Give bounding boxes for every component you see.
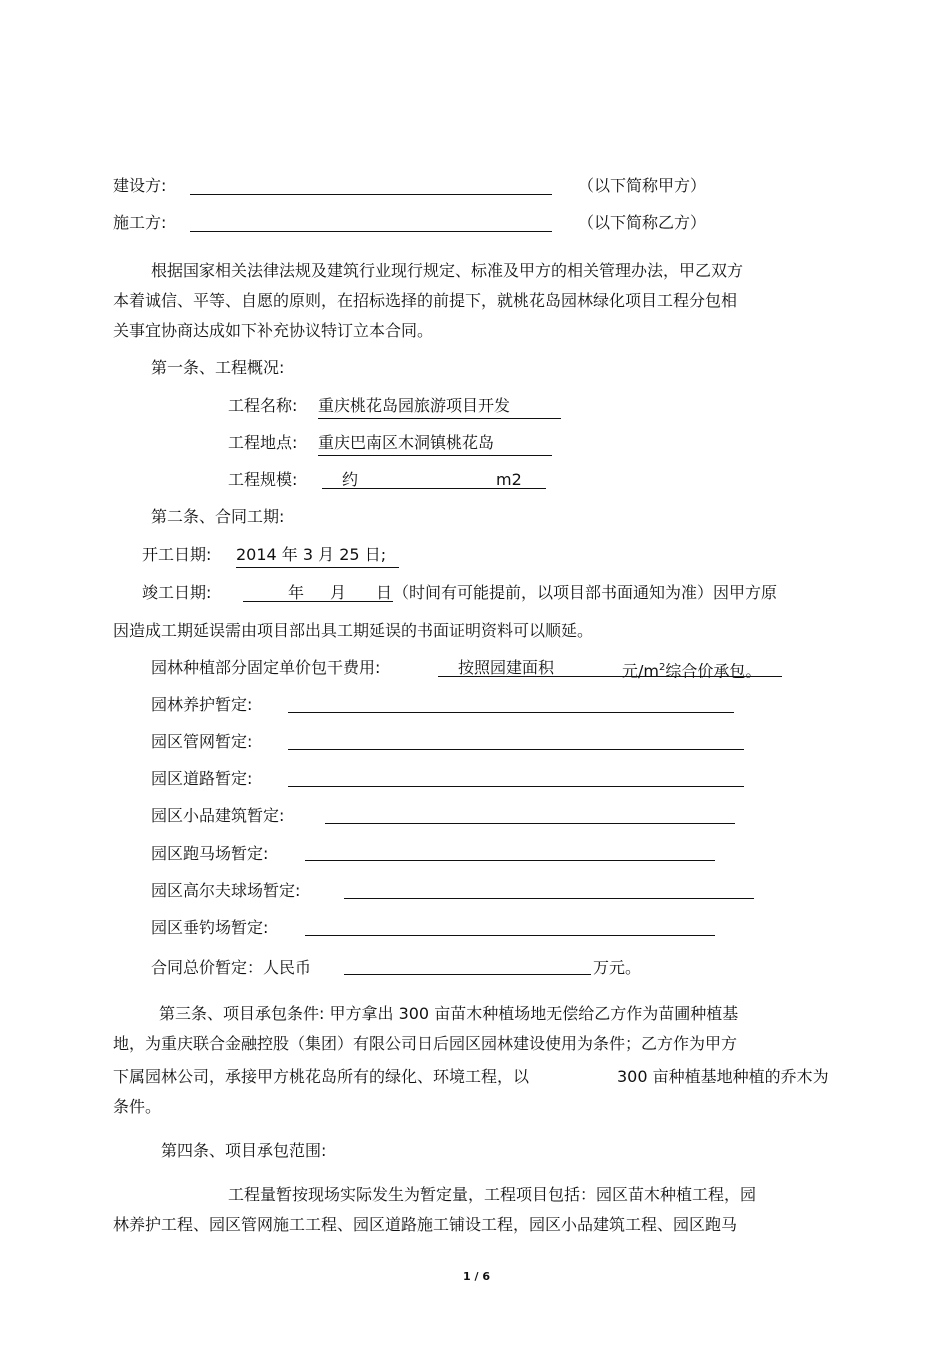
start-date-label: 开工日期: bbox=[142, 545, 212, 564]
fee-item-fishing-blank bbox=[305, 935, 715, 936]
fee-item-fishing: 园区垂钓场暂定: bbox=[151, 918, 269, 937]
total-price-unit: 万元。 bbox=[593, 958, 642, 977]
fee-item-buildings-blank bbox=[325, 823, 735, 824]
total-price-blank bbox=[344, 974, 591, 975]
article3-line-2: 地，为重庆联合金融控股（集团）有限公司日后园区园林建设使用为条件；乙方作为甲方 bbox=[113, 1034, 738, 1053]
start-date-value: 2014 年 3 月 25 日; bbox=[236, 544, 399, 568]
end-year: 年 bbox=[288, 583, 305, 602]
page-number: 1 / 6 bbox=[463, 1270, 490, 1283]
end-date-note-2: 因造成工期延误需由项目部出具工期延误的书面证明资料可以顺延。 bbox=[113, 621, 594, 640]
article4-title: 第四条、项目承包范围: bbox=[161, 1141, 327, 1160]
article3-line-3b: 300 亩种植基地种植的乔木为 bbox=[617, 1067, 829, 1086]
fee-item-roads: 园区道路暂定: bbox=[151, 769, 253, 788]
planting-fee-unit: 元$/m^2$综合价承包。 bbox=[622, 661, 762, 681]
intro-line-2: 本着诚信、平等、自愿的原则，在招标选择的前提下，就桃花岛园林绿化项目工程分包相 bbox=[113, 291, 738, 310]
article1-title: 第一条、工程概况: bbox=[151, 358, 285, 377]
project-scale-label: 工程规模: bbox=[228, 470, 298, 489]
fee-item-golf-blank bbox=[344, 898, 754, 899]
intro-line-3: 关事宜协商达成如下补充协议特订立本合同。 bbox=[113, 321, 434, 340]
project-location-label: 工程地点: bbox=[228, 433, 298, 452]
contractor-blank bbox=[190, 231, 552, 232]
fee-item-pipes: 园区管网暂定: bbox=[151, 732, 253, 751]
contractor-note: （以下简称乙方） bbox=[578, 213, 707, 232]
article3-line-1: 第三条、项目承包条件: 甲方拿出 300 亩苗木种植场地无偿给乙方作为苗圃种植基 bbox=[159, 1004, 739, 1023]
end-date-note: （时间有可能提前，以项目部书面通知为准）因甲方原 bbox=[393, 583, 778, 602]
article2-title: 第二条、合同工期: bbox=[151, 507, 285, 526]
fee-item-maintenance-blank bbox=[288, 712, 734, 713]
contractor-label: 施工方: bbox=[113, 213, 167, 232]
fee-item-maintenance: 园林养护暂定: bbox=[151, 695, 253, 714]
article3-line-4: 条件。 bbox=[113, 1097, 162, 1116]
article4-line-1: 工程量暂按现场实际发生为暂定量，工程项目包括：园区苗木种植工程，园 bbox=[228, 1185, 757, 1204]
project-location-value: 重庆巴南区木洞镇桃花岛 bbox=[318, 432, 552, 456]
project-scale-unit: m2 bbox=[496, 470, 522, 489]
project-name-value: 重庆桃花岛园旅游项目开发 bbox=[318, 395, 561, 419]
article4-line-2: 林养护工程、园区管网施工工程、园区道路施工铺设工程，园区小品建筑工程、园区跑马 bbox=[113, 1215, 738, 1234]
fee-item-pipes-blank bbox=[288, 749, 744, 750]
builder-label: 建设方: bbox=[113, 176, 167, 195]
intro-line-1: 根据国家相关法律法规及建筑行业现行规定、标准及甲方的相关管理办法，甲乙双方 bbox=[151, 261, 744, 280]
fee-item-racecourse: 园区跑马场暂定: bbox=[151, 844, 269, 863]
fee-item-golf: 园区高尔夫球场暂定: bbox=[151, 881, 301, 900]
builder-note: （以下简称甲方） bbox=[578, 176, 707, 195]
fee-item-racecourse-blank bbox=[305, 860, 715, 861]
total-price-label: 合同总价暂定：人民币 bbox=[151, 958, 312, 977]
project-name-label: 工程名称: bbox=[228, 396, 298, 415]
builder-blank bbox=[190, 194, 552, 195]
end-date-blank bbox=[243, 601, 393, 602]
project-scale-approx: 约 bbox=[342, 470, 359, 489]
fee-item-buildings: 园区小品建筑暂定: bbox=[151, 806, 285, 825]
planting-fee-area: 按照园建面积 bbox=[458, 658, 555, 677]
end-month: 月 bbox=[330, 583, 347, 602]
planting-fee-label: 园林种植部分固定单价包干费用: bbox=[151, 658, 381, 677]
article3-line-3: 下属园林公司，承接甲方桃花岛所有的绿化、环境工程，以 bbox=[113, 1067, 530, 1086]
end-date-label: 竣工日期: bbox=[142, 583, 212, 602]
end-day: 日 bbox=[376, 583, 393, 602]
fee-item-roads-blank bbox=[288, 786, 744, 787]
